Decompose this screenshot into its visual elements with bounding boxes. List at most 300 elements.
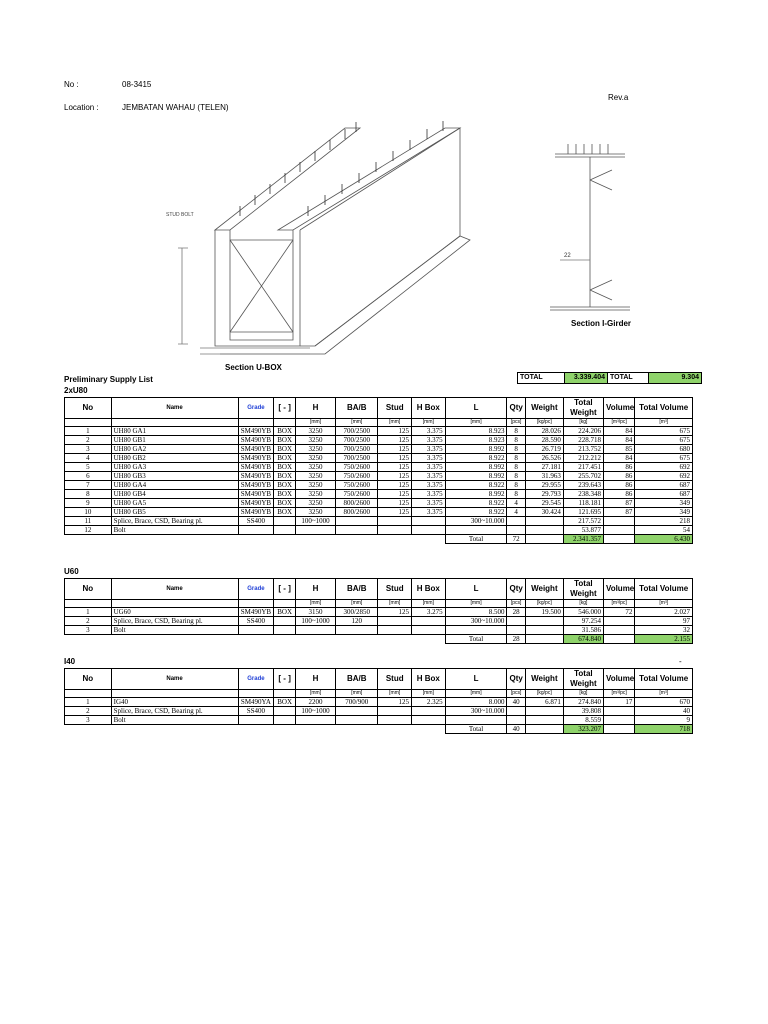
cell-name: UH80 GB1 [111, 436, 238, 445]
total-blank [111, 535, 238, 544]
cell-qty: 40 [507, 698, 525, 707]
cell-total_volume: 687 [635, 481, 693, 490]
cell-total_weight: 217.572 [563, 517, 603, 526]
table-row [65, 427, 693, 436]
cell-grade [238, 626, 274, 635]
cell-grade: SM490YB [238, 445, 274, 454]
cell-qty: 8 [507, 463, 525, 472]
cell-total_weight: 212.212 [563, 454, 603, 463]
cell-volume: 84 [603, 454, 634, 463]
cell-no: 3 [65, 716, 112, 725]
cell-hbox: 3.375 [412, 481, 446, 490]
total-blank [274, 725, 296, 734]
cell-volume [603, 526, 634, 535]
cell-weight: 31.963 [525, 472, 563, 481]
unit-cell-blank [238, 690, 274, 698]
cell-grade: SM490YB [238, 490, 274, 499]
cell-weight: 26.526 [525, 454, 563, 463]
cell-total_weight: 228.718 [563, 436, 603, 445]
cell-hbox: 3.375 [412, 427, 446, 436]
cell-total_weight: 238.348 [563, 490, 603, 499]
unit-cell-blank [65, 600, 112, 608]
section-title-2xu80: 2xU80 [64, 386, 88, 395]
table-row [65, 626, 693, 635]
caption-u-box: Section U-BOX [225, 363, 282, 372]
unit-cell-blank [65, 419, 112, 427]
cell-l: 8.922 [445, 499, 507, 508]
cell-h: 3250 [295, 436, 335, 445]
cell-h: 100~1000 [295, 517, 335, 526]
cell-qty: 4 [507, 508, 525, 517]
total-weight: 2.341.357 [563, 535, 603, 544]
column-header-dash: [ - ] [274, 669, 296, 690]
cell-qty: 8 [507, 472, 525, 481]
cell-hbox [412, 526, 446, 535]
unit-cell: [kg] [563, 419, 603, 427]
cell-total_weight: 213.752 [563, 445, 603, 454]
cell-qty [507, 716, 525, 725]
total-volume-value: 9.304 [649, 373, 702, 384]
cell-total_volume: 32 [635, 626, 693, 635]
cell-grade: SM490YB [238, 481, 274, 490]
cell-grade: SM490YB [238, 463, 274, 472]
column-header-no: No [65, 669, 112, 690]
total-blank [65, 535, 112, 544]
cell-total_weight: 546.000 [563, 608, 603, 617]
table-row [65, 490, 693, 499]
total-label: Total [445, 635, 507, 644]
cell-stud [378, 526, 412, 535]
unit-cell: [pcs] [507, 600, 525, 608]
total-weight-label: TOTAL [518, 373, 565, 384]
cell-no: 2 [65, 436, 112, 445]
cell-no: 5 [65, 463, 112, 472]
column-header-qty: Qty [507, 398, 525, 419]
unit-cell-blank [274, 600, 296, 608]
cell-weight: 6.871 [525, 698, 563, 707]
cell-stud: 125 [378, 490, 412, 499]
cell-name: Bolt [111, 626, 238, 635]
cell-total_weight: 217.451 [563, 463, 603, 472]
cell-total_weight: 97.254 [563, 617, 603, 626]
unit-cell-blank [238, 419, 274, 427]
cell-h: 100~1000 [295, 707, 335, 716]
i40-dash-note: - [679, 657, 682, 666]
cell-weight: 29.955 [525, 481, 563, 490]
table-row [65, 436, 693, 445]
total-qty: 40 [507, 725, 525, 734]
cell-h [295, 626, 335, 635]
cell-total_weight: 31.586 [563, 626, 603, 635]
table-row [65, 608, 693, 617]
cell-dash [274, 716, 296, 725]
total-weight: 674.840 [563, 635, 603, 644]
column-header-l: L [445, 669, 507, 690]
cell-qty: 8 [507, 490, 525, 499]
i-girder-drawing [550, 140, 640, 320]
unit-cell-blank [65, 690, 112, 698]
cell-qty: 8 [507, 445, 525, 454]
cell-volume: 84 [603, 436, 634, 445]
unit-cell: [mm] [412, 419, 446, 427]
column-header-volume: Volume [603, 579, 634, 600]
header-row [65, 579, 693, 600]
total-blank [378, 635, 412, 644]
cell-no: 7 [65, 481, 112, 490]
cell-grade: SM490YB [238, 427, 274, 436]
cell-hbox: 3.375 [412, 454, 446, 463]
cell-qty [507, 617, 525, 626]
unit-cell: [mm] [295, 600, 335, 608]
cell-grade: SM490YB [238, 436, 274, 445]
cell-h [295, 526, 335, 535]
column-header-grade: Grade [238, 398, 274, 419]
cell-qty [507, 707, 525, 716]
total-blank [603, 535, 634, 544]
total-blank [295, 535, 335, 544]
cell-l [445, 526, 507, 535]
column-header-stud: Stud [378, 669, 412, 690]
cell-weight: 19.500 [525, 608, 563, 617]
cell-l [445, 626, 507, 635]
cell-dash: BOX [274, 608, 296, 617]
table-row [65, 707, 693, 716]
cell-name: UH80 GA1 [111, 427, 238, 436]
unit-cell: [mm] [378, 600, 412, 608]
cell-dash [274, 517, 296, 526]
total-blank [111, 635, 238, 644]
table-row [65, 445, 693, 454]
table-row [65, 508, 693, 517]
cell-l: 8.922 [445, 454, 507, 463]
unit-cell: [mm] [412, 690, 446, 698]
column-header-total_volume: Total Volume [635, 579, 693, 600]
cell-l: 8.500 [445, 608, 507, 617]
unit-cell-blank [111, 600, 238, 608]
column-header-h: H [295, 398, 335, 419]
cell-weight [525, 707, 563, 716]
cell-grade: SM490YB [238, 608, 274, 617]
column-header-h: H [295, 669, 335, 690]
unit-cell: [m³] [635, 600, 693, 608]
cell-no: 8 [65, 490, 112, 499]
table-row [65, 716, 693, 725]
cell-no: 11 [65, 517, 112, 526]
cell-no: 4 [65, 454, 112, 463]
cell-hbox [412, 716, 446, 725]
cell-bab: 750/2600 [336, 463, 378, 472]
cell-total_volume: 349 [635, 499, 693, 508]
cell-total_volume: 218 [635, 517, 693, 526]
unit-cell-blank [274, 419, 296, 427]
cell-total_volume: 692 [635, 463, 693, 472]
cell-total_weight: 255.702 [563, 472, 603, 481]
cell-no: 2 [65, 617, 112, 626]
table-row [65, 617, 693, 626]
column-header-stud: Stud [378, 398, 412, 419]
total-blank [525, 725, 563, 734]
cell-name: UH80 GA3 [111, 463, 238, 472]
cell-no: 9 [65, 499, 112, 508]
cell-name: UH80 GB3 [111, 472, 238, 481]
cell-bab: 700/2500 [336, 436, 378, 445]
column-header-hbox: H Box [412, 398, 446, 419]
cell-weight: 28.026 [525, 427, 563, 436]
cell-stud: 125 [378, 436, 412, 445]
dimension-22: 22 [564, 253, 571, 259]
cell-volume: 72 [603, 608, 634, 617]
total-qty: 28 [507, 635, 525, 644]
cell-h: 3250 [295, 463, 335, 472]
cell-h: 3250 [295, 490, 335, 499]
cell-bab: 750/2600 [336, 472, 378, 481]
unit-cell: [m³] [635, 419, 693, 427]
column-header-bab: BA/B [336, 579, 378, 600]
unit-cell: [pcs] [507, 690, 525, 698]
cell-l: 8.992 [445, 472, 507, 481]
cell-name: Splice, Brace, CSD, Bearing pl. [111, 517, 238, 526]
cell-stud: 125 [378, 463, 412, 472]
unit-cell-blank [111, 690, 238, 698]
cell-l: 8.992 [445, 445, 507, 454]
column-header-volume: Volume [603, 398, 634, 419]
caption-i-girder: Section I-Girder [571, 319, 632, 328]
cell-stud [378, 716, 412, 725]
cell-grade: SM490YB [238, 499, 274, 508]
total-blank [378, 535, 412, 544]
cell-dash [274, 617, 296, 626]
cell-no: 12 [65, 526, 112, 535]
cell-stud [378, 517, 412, 526]
unit-cell: [mm] [445, 419, 507, 427]
cell-dash: BOX [274, 427, 296, 436]
cell-bab: 700/2500 [336, 454, 378, 463]
table-row [65, 454, 693, 463]
cell-bab: 300/2850 [336, 608, 378, 617]
cell-l: 8.923 [445, 427, 507, 436]
cell-h: 3250 [295, 481, 335, 490]
cell-qty: 8 [507, 436, 525, 445]
cell-volume: 87 [603, 499, 634, 508]
cell-qty [507, 526, 525, 535]
cell-stud: 125 [378, 508, 412, 517]
total-blank [238, 725, 274, 734]
total-volume-label: TOTAL [608, 373, 649, 384]
cell-l [445, 716, 507, 725]
cell-grade [238, 716, 274, 725]
cell-qty [507, 517, 525, 526]
cell-volume [603, 517, 634, 526]
cell-bab: 800/2600 [336, 508, 378, 517]
cell-hbox [412, 517, 446, 526]
grand-total-table [517, 372, 702, 384]
cell-qty [507, 626, 525, 635]
cell-no: 2 [65, 707, 112, 716]
unit-cell: [mm] [295, 690, 335, 698]
cell-no: 1 [65, 608, 112, 617]
cell-stud: 125 [378, 445, 412, 454]
cell-h: 3250 [295, 499, 335, 508]
cell-dash [274, 626, 296, 635]
cell-total_volume: 2.027 [635, 608, 693, 617]
total-blank [603, 635, 634, 644]
cell-qty: 28 [507, 608, 525, 617]
header-row [65, 398, 693, 419]
cell-l: 8.000 [445, 698, 507, 707]
cell-dash: BOX [274, 490, 296, 499]
cell-volume: 86 [603, 481, 634, 490]
total-blank [336, 535, 378, 544]
cell-bab [336, 517, 378, 526]
cell-no: 3 [65, 445, 112, 454]
cell-l: 8.923 [445, 436, 507, 445]
cell-total_volume: 675 [635, 436, 693, 445]
cell-stud: 125 [378, 481, 412, 490]
cell-dash: BOX [274, 698, 296, 707]
cell-total_volume: 670 [635, 698, 693, 707]
cell-grade: SS400 [238, 617, 274, 626]
cell-grade: SM490YB [238, 508, 274, 517]
column-header-volume: Volume [603, 669, 634, 690]
cell-grade: SM490YB [238, 454, 274, 463]
cell-l: 300~10.000 [445, 707, 507, 716]
total-qty: 72 [507, 535, 525, 544]
cell-volume [603, 707, 634, 716]
unit-cell: [pcs] [507, 419, 525, 427]
cell-total_volume: 692 [635, 472, 693, 481]
cell-hbox [412, 707, 446, 716]
cell-total_weight: 239.643 [563, 481, 603, 490]
cell-h: 3250 [295, 445, 335, 454]
column-header-bab: BA/B [336, 669, 378, 690]
table-row [65, 698, 693, 707]
cell-hbox: 3.375 [412, 490, 446, 499]
units-row [65, 690, 693, 698]
cell-stud: 125 [378, 608, 412, 617]
cell-l: 300~10.000 [445, 517, 507, 526]
cell-dash: BOX [274, 481, 296, 490]
total-blank [412, 635, 446, 644]
u-box-drawing [160, 118, 480, 368]
unit-cell: [kg/pc] [525, 600, 563, 608]
cell-volume [603, 617, 634, 626]
cell-weight: 28.590 [525, 436, 563, 445]
cell-hbox: 3.375 [412, 508, 446, 517]
cell-weight: 27.181 [525, 463, 563, 472]
cell-dash: BOX [274, 436, 296, 445]
cell-bab [336, 526, 378, 535]
cell-name: UH80 GA5 [111, 499, 238, 508]
units-row [65, 419, 693, 427]
cell-weight [525, 526, 563, 535]
cell-stud: 125 [378, 698, 412, 707]
cell-l: 8.992 [445, 463, 507, 472]
column-header-h: H [295, 579, 335, 600]
total-blank [603, 725, 634, 734]
cell-volume: 86 [603, 463, 634, 472]
total-volume: 6.430 [635, 535, 693, 544]
cell-hbox: 3.375 [412, 499, 446, 508]
column-header-qty: Qty [507, 579, 525, 600]
cell-qty: 8 [507, 454, 525, 463]
total-blank [295, 635, 335, 644]
cell-dash: BOX [274, 454, 296, 463]
unit-cell: [kg] [563, 600, 603, 608]
total-label: Total [445, 535, 507, 544]
cell-volume: 84 [603, 427, 634, 436]
location-label: Location : [64, 103, 99, 112]
cell-name: UH80 GA2 [111, 445, 238, 454]
cell-weight: 29.793 [525, 490, 563, 499]
total-blank [336, 635, 378, 644]
unit-cell: [mm] [445, 690, 507, 698]
cell-dash: BOX [274, 499, 296, 508]
cell-no: 10 [65, 508, 112, 517]
cell-bab: 120 [336, 617, 378, 626]
cell-hbox: 3.275 [412, 608, 446, 617]
unit-cell: [m³] [635, 690, 693, 698]
cell-bab [336, 707, 378, 716]
cell-volume: 87 [603, 508, 634, 517]
cell-bab: 800/2600 [336, 499, 378, 508]
cell-bab [336, 626, 378, 635]
total-label: Total [445, 725, 507, 734]
cell-stud: 125 [378, 472, 412, 481]
cell-weight [525, 626, 563, 635]
cell-hbox: 3.375 [412, 472, 446, 481]
total-row [65, 535, 693, 544]
cell-total_volume: 680 [635, 445, 693, 454]
cell-total_weight: 39.808 [563, 707, 603, 716]
cell-weight: 29.545 [525, 499, 563, 508]
cell-volume: 86 [603, 490, 634, 499]
cell-bab: 750/2600 [336, 481, 378, 490]
cell-volume [603, 716, 634, 725]
cell-qty: 8 [507, 427, 525, 436]
total-blank [274, 635, 296, 644]
column-header-dash: [ - ] [274, 579, 296, 600]
supply-table-2xu80 [64, 397, 693, 544]
cell-total_volume: 40 [635, 707, 693, 716]
column-header-weight: Weight [525, 398, 563, 419]
column-header-hbox: H Box [412, 669, 446, 690]
list-title: Preliminary Supply List [64, 375, 153, 384]
total-blank [378, 725, 412, 734]
column-header-no: No [65, 579, 112, 600]
unit-cell: [mm] [412, 600, 446, 608]
cell-hbox: 3.375 [412, 445, 446, 454]
cell-stud: 125 [378, 454, 412, 463]
unit-cell-blank [238, 600, 274, 608]
unit-cell: [m³/pc] [603, 690, 634, 698]
cell-total_weight: 53.877 [563, 526, 603, 535]
column-header-hbox: H Box [412, 579, 446, 600]
total-blank [336, 725, 378, 734]
cell-total_weight: 121.695 [563, 508, 603, 517]
column-header-l: L [445, 579, 507, 600]
cell-total_volume: 9 [635, 716, 693, 725]
cell-dash: BOX [274, 445, 296, 454]
total-blank [238, 635, 274, 644]
unit-cell: [kg/pc] [525, 690, 563, 698]
cell-grade [238, 526, 274, 535]
unit-cell-blank [111, 419, 238, 427]
cell-l: 300~10.000 [445, 617, 507, 626]
table-row [65, 481, 693, 490]
cell-grade: SS400 [238, 517, 274, 526]
column-header-name: Name [111, 579, 238, 600]
cell-no: 6 [65, 472, 112, 481]
